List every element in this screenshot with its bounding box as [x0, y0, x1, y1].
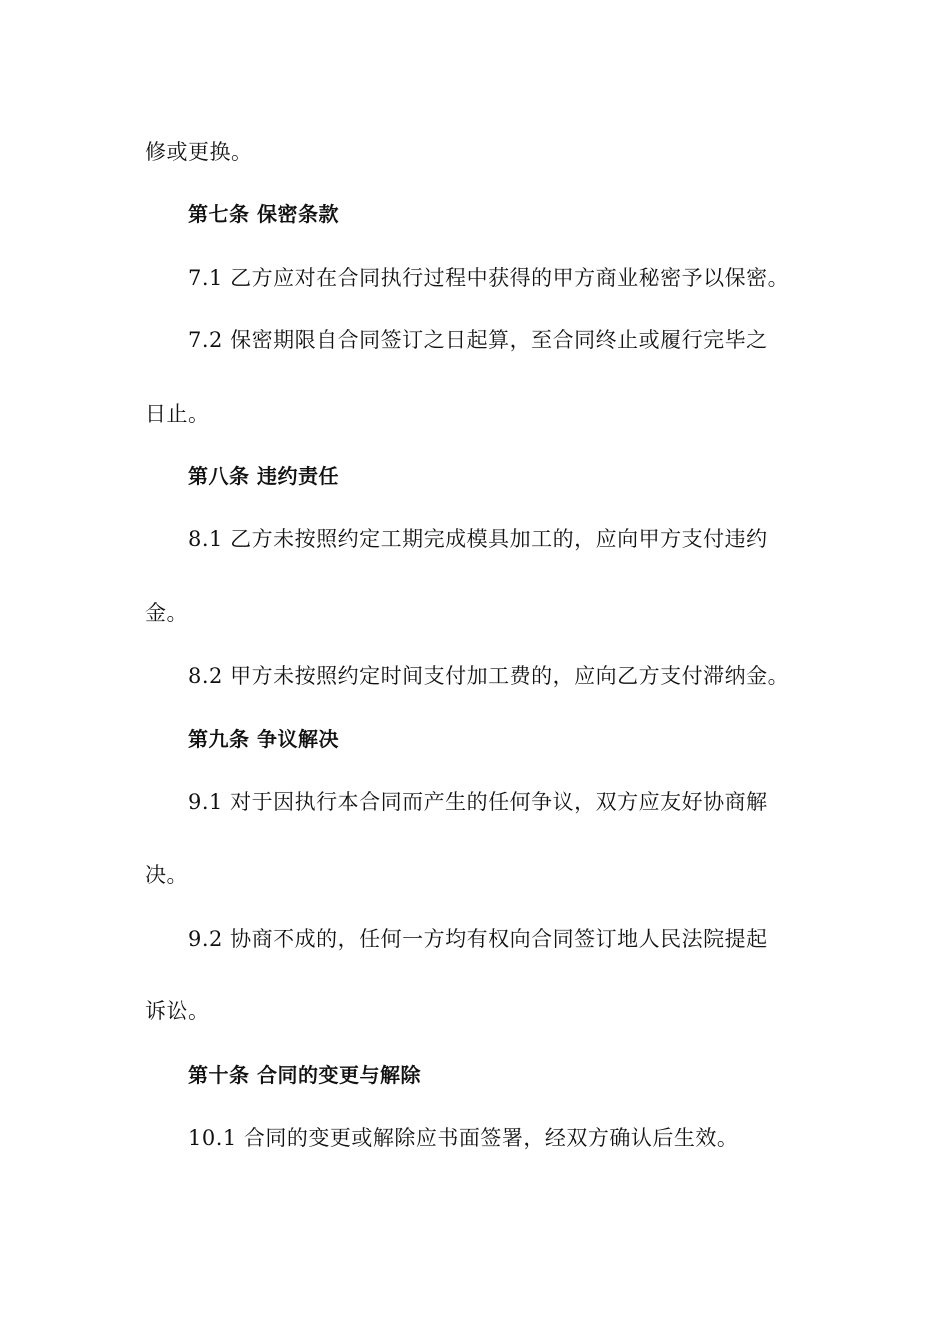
clause-8-1: 8.1 乙方未按照约定工期完成模具加工的，应向甲方支付违约: [188, 527, 768, 551]
article-9-heading: 第九条 争议解决: [188, 727, 339, 751]
article-7-heading: 第七条 保密条款: [188, 202, 339, 226]
clause-9-2: 9.2 协商不成的，任何一方均有权向合同签订地人民法院提起: [188, 927, 768, 951]
clause-9-2-continuation: 诉讼。: [145, 999, 210, 1023]
clause-7-2: 7.2 保密期限自合同签订之日起算，至合同终止或履行完毕之: [188, 328, 768, 352]
article-8-heading: 第八条 违约责任: [188, 464, 339, 488]
clause-7-1: 7.1 乙方应对在合同执行过程中获得的甲方商业秘密予以保密。: [188, 266, 790, 290]
clause-8-2: 8.2 甲方未按照约定时间支付加工费的，应向乙方支付滞纳金。: [188, 664, 790, 688]
clause-8-1-continuation: 金。: [145, 601, 188, 625]
clause-10-1: 10.1 合同的变更或解除应书面签署，经双方确认后生效。: [188, 1126, 739, 1150]
article-10-heading: 第十条 合同的变更与解除: [188, 1063, 421, 1087]
clause-9-1-continuation: 决。: [145, 863, 188, 887]
clause-9-1: 9.1 对于因执行本合同而产生的任何争议，双方应友好协商解: [188, 790, 768, 814]
clause-7-2-continuation: 日止。: [145, 402, 210, 426]
continuation-text: 修或更换。: [145, 140, 253, 164]
